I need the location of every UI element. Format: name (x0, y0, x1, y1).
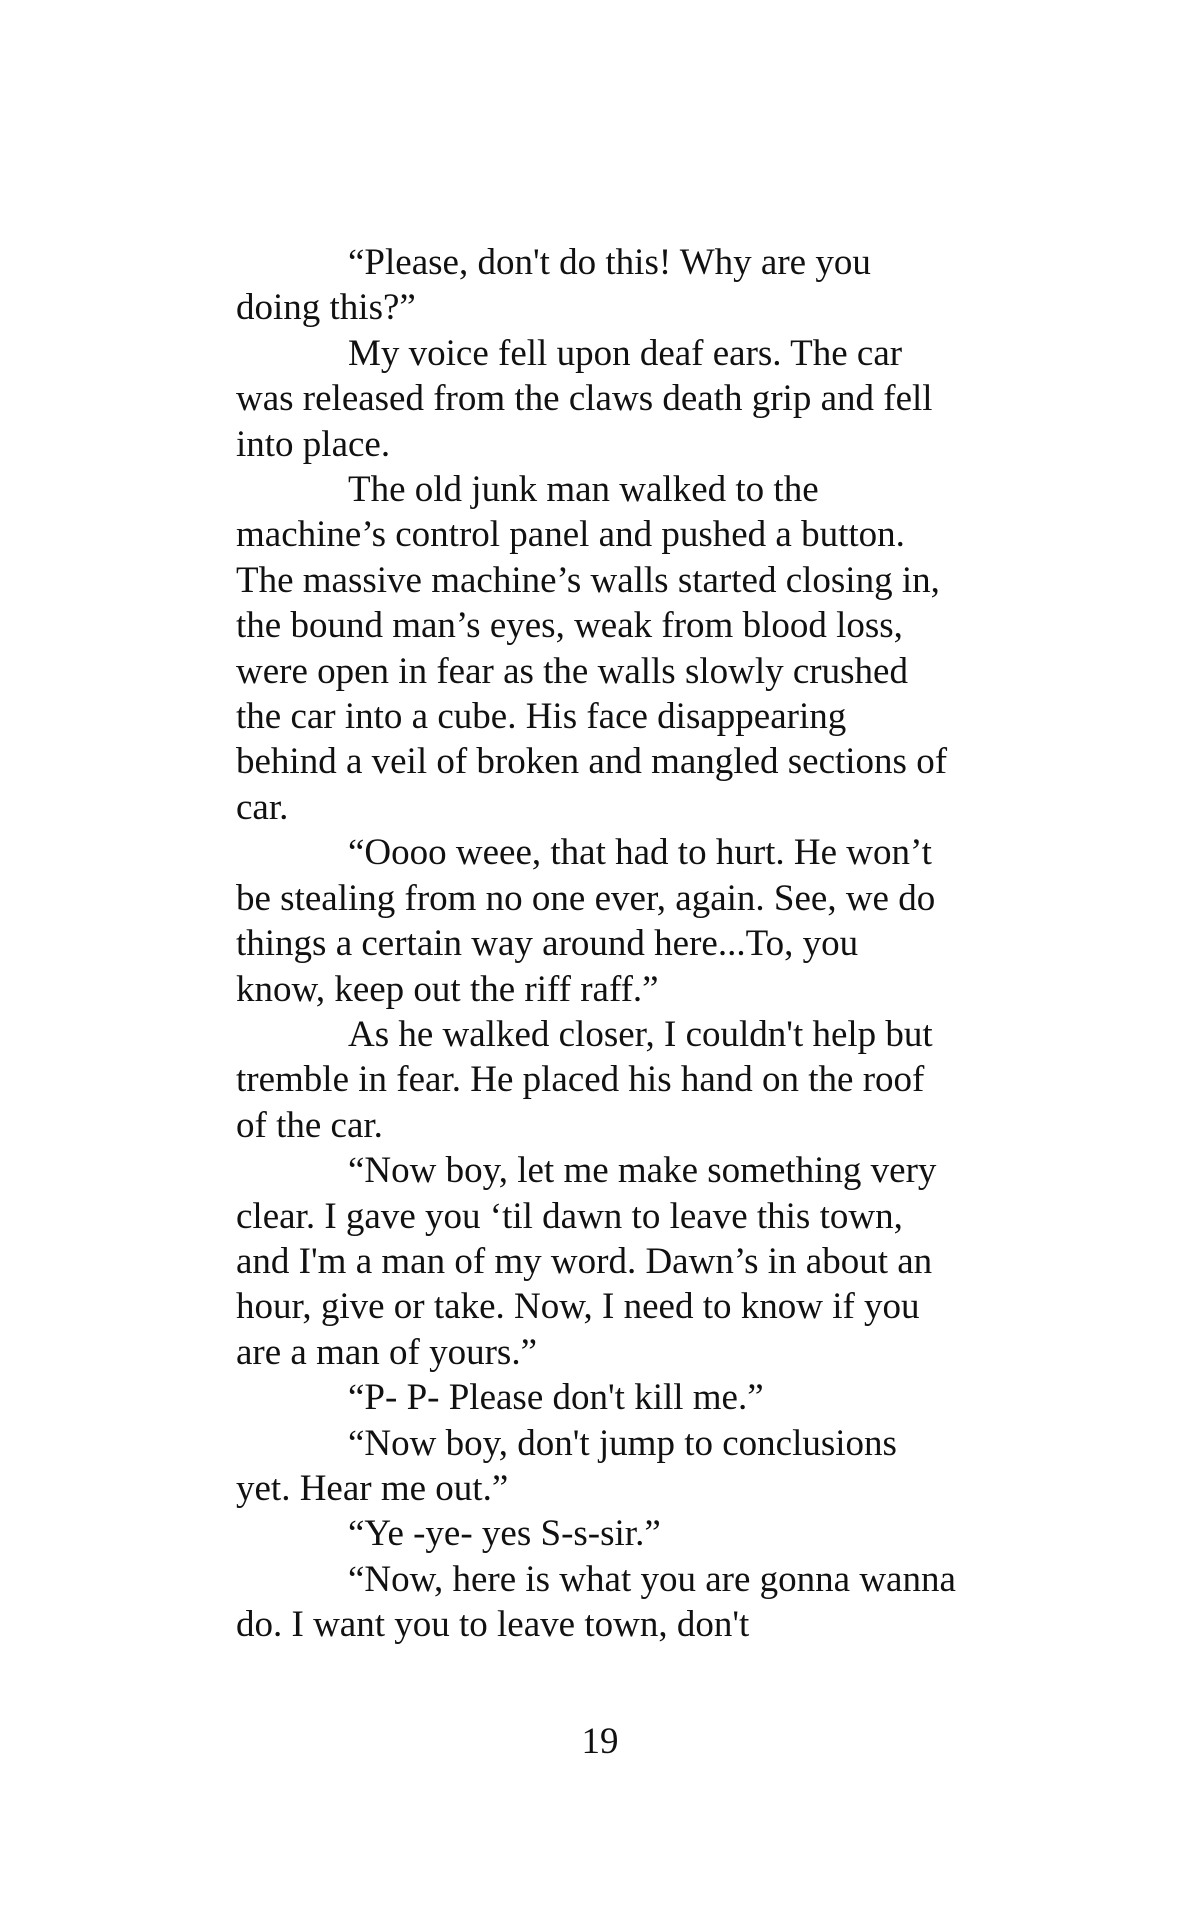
page-number: 19 (581, 1721, 619, 1762)
paragraph: “Now, here is what you are gonna wanna do. I want you to leave town, don't (236, 1558, 956, 1646)
paragraph: “P- P- Please don't kill me.” (348, 1377, 764, 1419)
body-text (236, 240, 956, 1648)
paragraph: As he walked closer, I couldn't help but tremble in fear. He placed his hand on the roof of the car. (236, 1013, 933, 1146)
paragraph: “Please, don't do this! Why are you doing this?” (236, 242, 871, 329)
paragraph: “Oooo weee, that had to hurt. He won’t be stealing from no one ever, again. See, we do things a certain way around here...To, you know, keep out the riff raff.” (236, 832, 936, 1010)
paragraph: “Now boy, don't jump to conclusions yet. Hear me out.” (236, 1422, 897, 1509)
paragraph: The old junk man walked to the machine’s control panel and pushed a button. The massive machine’s walls started closing in, the bound man’s eyes, weak from blood loss, were open in fear as the walls slowly crushed the car into a cube. His face disappearing behind a veil of broken and mangled sections of car. (236, 469, 948, 828)
paragraph: My voice fell upon deaf ears. The car was released from the claws death grip and fell into place. (236, 332, 933, 465)
paragraph: “Now boy, let me make something very clear. I gave you ‘til dawn to leave this town, and I'm a man of my word. Dawn’s in about an hour, give or take. Now, I need to know if you are a man of yours.” (236, 1150, 937, 1373)
paragraph: “Ye -ye- yes S-s-sir.” (348, 1513, 661, 1555)
